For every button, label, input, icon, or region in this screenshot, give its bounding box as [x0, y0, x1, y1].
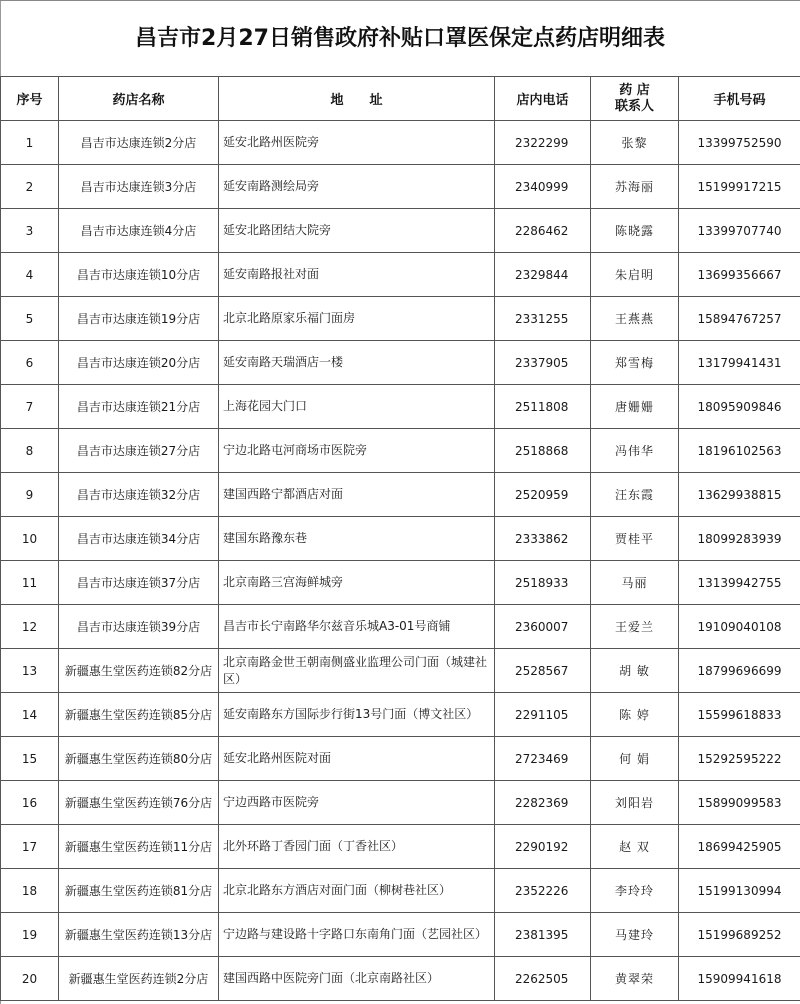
- cell-contact-person: 朱启明: [591, 253, 679, 297]
- table-row: [1, 165, 800, 209]
- cell-pharmacy-name: 新疆惠生堂医药连锁81分店: [59, 869, 219, 913]
- cell-mobile-number: 18196102563: [679, 429, 800, 473]
- cell-address: 延安北路州医院对面: [219, 737, 495, 781]
- table-row: [1, 209, 800, 253]
- cell-store-phone: 2282369: [495, 781, 591, 825]
- cell-store-phone: 2511808: [495, 385, 591, 429]
- pharmacy-table: [0, 76, 800, 1001]
- cell-mobile-number: 18699425905: [679, 825, 800, 869]
- cell-contact-person: 何 娟: [591, 737, 679, 781]
- cell-address: 北京北路东方酒店对面门面（柳树巷社区）: [219, 869, 495, 913]
- cell-mobile-number: 13399707740: [679, 209, 800, 253]
- page-title: 昌吉市2月27日销售政府补贴口罩医保定点药店明细表: [0, 0, 800, 76]
- cell-store-phone: 2291105: [495, 693, 591, 737]
- cell-contact-person: 刘阳岩: [591, 781, 679, 825]
- cell-address: 北京南路三宫海鲜城旁: [219, 561, 495, 605]
- cell-store-phone: 2518868: [495, 429, 591, 473]
- cell-mobile-number: 15899099583: [679, 781, 800, 825]
- cell-contact-person: 黄翠荣: [591, 957, 679, 1001]
- cell-pharmacy-name: 昌吉市达康连锁2分店: [59, 121, 219, 165]
- cell-no: 2: [1, 165, 59, 209]
- cell-no: 18: [1, 869, 59, 913]
- cell-address: 建国西路宁都酒店对面: [219, 473, 495, 517]
- cell-pharmacy-name: 新疆惠生堂医药连锁80分店: [59, 737, 219, 781]
- cell-mobile-number: 18799696699: [679, 649, 800, 693]
- header-contact: 药 店 联系人: [591, 77, 679, 121]
- cell-address: 延安南路天瑞酒店一楼: [219, 341, 495, 385]
- cell-no: 19: [1, 913, 59, 957]
- table-row: [1, 869, 800, 913]
- cell-pharmacy-name: 新疆惠生堂医药连锁11分店: [59, 825, 219, 869]
- cell-address: 宁边路与建设路十字路口东南角门面（艺园社区）: [219, 913, 495, 957]
- cell-contact-person: 陈晓露: [591, 209, 679, 253]
- cell-address: 延安南路报社对面: [219, 253, 495, 297]
- table-row: [1, 693, 800, 737]
- cell-pharmacy-name: 新疆惠生堂医药连锁13分店: [59, 913, 219, 957]
- cell-address: 建国西路中医院旁门面（北京南路社区）: [219, 957, 495, 1001]
- cell-pharmacy-name: 新疆惠生堂医药连锁2分店: [59, 957, 219, 1001]
- table-row: [1, 385, 800, 429]
- cell-contact-person: 胡 敏: [591, 649, 679, 693]
- cell-address: 昌吉市长宁南路华尔兹音乐城A3-01号商铺: [219, 605, 495, 649]
- cell-store-phone: 2520959: [495, 473, 591, 517]
- cell-no: 5: [1, 297, 59, 341]
- cell-pharmacy-name: 昌吉市达康连锁34分店: [59, 517, 219, 561]
- cell-address: 延安北路团结大院旁: [219, 209, 495, 253]
- cell-pharmacy-name: 昌吉市达康连锁27分店: [59, 429, 219, 473]
- cell-store-phone: 2337905: [495, 341, 591, 385]
- table-row: [1, 253, 800, 297]
- header-name: 药店名称: [59, 77, 219, 121]
- cell-address: 宁边北路屯河商场市医院旁: [219, 429, 495, 473]
- cell-store-phone: 2322299: [495, 121, 591, 165]
- cell-address: 延安南路东方国际步行街13号门面（博文社区）: [219, 693, 495, 737]
- cell-pharmacy-name: 昌吉市达康连锁10分店: [59, 253, 219, 297]
- cell-contact-person: 赵 双: [591, 825, 679, 869]
- cell-pharmacy-name: 新疆惠生堂医药连锁85分店: [59, 693, 219, 737]
- cell-no: 1: [1, 121, 59, 165]
- cell-address: 北京南路金世王朝南侧盛业监理公司门面（城建社区）: [219, 649, 495, 693]
- table-row: [1, 473, 800, 517]
- cell-mobile-number: 15199917215: [679, 165, 800, 209]
- cell-no: 12: [1, 605, 59, 649]
- cell-mobile-number: 15909941618: [679, 957, 800, 1001]
- cell-store-phone: 2723469: [495, 737, 591, 781]
- cell-address: 建国东路豫东巷: [219, 517, 495, 561]
- cell-no: 10: [1, 517, 59, 561]
- cell-mobile-number: 13629938815: [679, 473, 800, 517]
- cell-address: 北外环路丁香园门面（丁香社区）: [219, 825, 495, 869]
- cell-contact-person: 张黎: [591, 121, 679, 165]
- cell-contact-person: 马建玲: [591, 913, 679, 957]
- cell-mobile-number: 18099283939: [679, 517, 800, 561]
- cell-pharmacy-name: 昌吉市达康连锁32分店: [59, 473, 219, 517]
- cell-contact-person: 马丽: [591, 561, 679, 605]
- cell-mobile-number: 13179941431: [679, 341, 800, 385]
- table-row: [1, 121, 800, 165]
- header-address: 地 址: [219, 77, 495, 121]
- cell-no: 11: [1, 561, 59, 605]
- cell-no: 6: [1, 341, 59, 385]
- cell-pharmacy-name: 昌吉市达康连锁21分店: [59, 385, 219, 429]
- cell-address: 延安南路测绘局旁: [219, 165, 495, 209]
- cell-store-phone: 2340999: [495, 165, 591, 209]
- cell-store-phone: 2518933: [495, 561, 591, 605]
- cell-contact-person: 冯伟华: [591, 429, 679, 473]
- cell-pharmacy-name: 昌吉市达康连锁20分店: [59, 341, 219, 385]
- cell-no: 9: [1, 473, 59, 517]
- header-no: 序号: [1, 77, 59, 121]
- cell-mobile-number: 15199130994: [679, 869, 800, 913]
- cell-store-phone: 2262505: [495, 957, 591, 1001]
- cell-contact-person: 贾桂平: [591, 517, 679, 561]
- cell-contact-person: 陈 婷: [591, 693, 679, 737]
- cell-no: 7: [1, 385, 59, 429]
- table-header-row: [1, 77, 800, 121]
- cell-store-phone: 2352226: [495, 869, 591, 913]
- cell-store-phone: 2290192: [495, 825, 591, 869]
- cell-no: 8: [1, 429, 59, 473]
- cell-no: 15: [1, 737, 59, 781]
- cell-mobile-number: 15199689252: [679, 913, 800, 957]
- cell-store-phone: 2528567: [495, 649, 591, 693]
- cell-contact-person: 王燕燕: [591, 297, 679, 341]
- cell-address: 宁边西路市医院旁: [219, 781, 495, 825]
- table-row: [1, 957, 800, 1001]
- cell-pharmacy-name: 昌吉市达康连锁37分店: [59, 561, 219, 605]
- cell-mobile-number: 15894767257: [679, 297, 800, 341]
- cell-mobile-number: 13399752590: [679, 121, 800, 165]
- cell-contact-person: 王爱兰: [591, 605, 679, 649]
- table-row: [1, 737, 800, 781]
- table-row: [1, 913, 800, 957]
- cell-contact-person: 唐姗姗: [591, 385, 679, 429]
- table-row: [1, 297, 800, 341]
- header-tel: 店内电话: [495, 77, 591, 121]
- cell-address: 北京北路原家乐福门面房: [219, 297, 495, 341]
- cell-address: 上海花园大门口: [219, 385, 495, 429]
- cell-store-phone: 2333862: [495, 517, 591, 561]
- cell-store-phone: 2329844: [495, 253, 591, 297]
- header-mobile: 手机号码: [679, 77, 800, 121]
- cell-pharmacy-name: 新疆惠生堂医药连锁76分店: [59, 781, 219, 825]
- cell-address: 延安北路州医院旁: [219, 121, 495, 165]
- cell-pharmacy-name: 昌吉市达康连锁39分店: [59, 605, 219, 649]
- cell-store-phone: 2286462: [495, 209, 591, 253]
- table-row: [1, 561, 800, 605]
- cell-no: 3: [1, 209, 59, 253]
- cell-pharmacy-name: 昌吉市达康连锁3分店: [59, 165, 219, 209]
- table-row: [1, 517, 800, 561]
- table-row: [1, 605, 800, 649]
- cell-no: 17: [1, 825, 59, 869]
- cell-mobile-number: 13139942755: [679, 561, 800, 605]
- cell-no: 20: [1, 957, 59, 1001]
- cell-no: 14: [1, 693, 59, 737]
- cell-contact-person: 郑雪梅: [591, 341, 679, 385]
- cell-mobile-number: 19109040108: [679, 605, 800, 649]
- cell-store-phone: 2331255: [495, 297, 591, 341]
- cell-mobile-number: 13699356667: [679, 253, 800, 297]
- cell-mobile-number: 15292595222: [679, 737, 800, 781]
- table-row: [1, 781, 800, 825]
- cell-contact-person: 汪东霞: [591, 473, 679, 517]
- cell-mobile-number: 15599618833: [679, 693, 800, 737]
- cell-pharmacy-name: 昌吉市达康连锁19分店: [59, 297, 219, 341]
- cell-pharmacy-name: 昌吉市达康连锁4分店: [59, 209, 219, 253]
- cell-store-phone: 2381395: [495, 913, 591, 957]
- cell-pharmacy-name: 新疆惠生堂医药连锁82分店: [59, 649, 219, 693]
- table-row: [1, 341, 800, 385]
- table-row: [1, 649, 800, 693]
- table-row: [1, 825, 800, 869]
- cell-contact-person: 李玲玲: [591, 869, 679, 913]
- table-row: [1, 429, 800, 473]
- cell-no: 13: [1, 649, 59, 693]
- cell-store-phone: 2360007: [495, 605, 591, 649]
- cell-mobile-number: 18095909846: [679, 385, 800, 429]
- cell-no: 4: [1, 253, 59, 297]
- cell-contact-person: 苏海丽: [591, 165, 679, 209]
- cell-no: 16: [1, 781, 59, 825]
